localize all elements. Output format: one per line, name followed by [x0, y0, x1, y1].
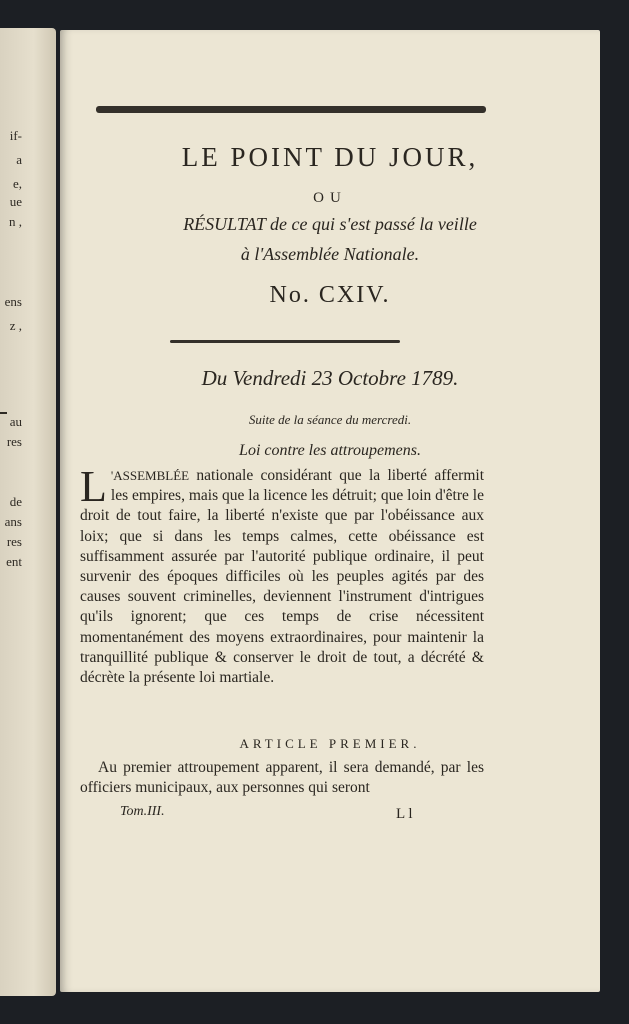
left-page-fragment: if- [9, 128, 22, 143]
left-page-fragment: res [6, 434, 22, 449]
left-page-edge [0, 28, 56, 996]
left-page-fragment: n , [9, 214, 22, 229]
left-page-fragment: ans [4, 514, 22, 529]
subtitle-line-1: RÉSULTAT de ce qui s'est passé la veille [183, 214, 477, 234]
left-page-fragment: au [9, 414, 22, 429]
article-paragraph: Au premier attroupement apparent, il sera demandé, par les officiers municipaux, aux personnes qui seront [80, 759, 484, 797]
issue-number: No. CXIV. [269, 282, 391, 308]
signature-mark: L l [396, 806, 413, 822]
header-rule [96, 106, 486, 113]
publication-title: LE POINT DU JOUR, [181, 142, 479, 172]
left-page-fragment: ue [9, 194, 22, 209]
subtitle-line-2: à l'Assemblée Nationale. [240, 244, 420, 264]
body-text: nationale considérant que la liberté affermit les empires, mais que la licence les détruit; que loin d'être le droit de tout faire, la liberté n'existe que par l'obéissance aux loix; que si dans les temps calmes, cette obéissance est suffisamment assurée par l'autorité publique ordinaire, il peut survenir des époques difficiles où les peuples agités par des causes souvent criminelles, deviennent l'instrument d'intrigues qu'ils ignorent; que ces temps de crise nécessitent momentanément des moyens extraordinaires, pour maintenir la tranquillité publique & conserver le droit de tout, a décrété & décrète la présente loi martiale. [80, 467, 484, 687]
article-heading: ARTICLE PREMIER. [239, 736, 421, 751]
body-paragraph [80, 462, 484, 688]
title-conjunction: OU [313, 190, 347, 206]
volume-mark: Tom.III. [120, 804, 165, 819]
drop-cap: L [80, 462, 107, 511]
section-rule [170, 340, 400, 343]
left-page-fragment: a [16, 152, 22, 167]
left-page-fragment: res [6, 534, 22, 549]
left-page-fragment: de [9, 494, 22, 509]
document-page [60, 30, 600, 992]
left-page-fragment: ent [6, 554, 22, 569]
section-title: Loi contre les attroupemens. [239, 442, 421, 459]
session-note: Suite de la séance du mercredi. [248, 412, 412, 427]
lead-word: 'ASSEMBLÉE [110, 468, 190, 483]
left-page-fragment: ens [4, 294, 22, 309]
left-page-fragment: e, [12, 176, 22, 191]
left-page-fragment: z , [9, 318, 22, 333]
issue-date: Du Vendredi 23 Octobre 1789. [201, 366, 459, 390]
